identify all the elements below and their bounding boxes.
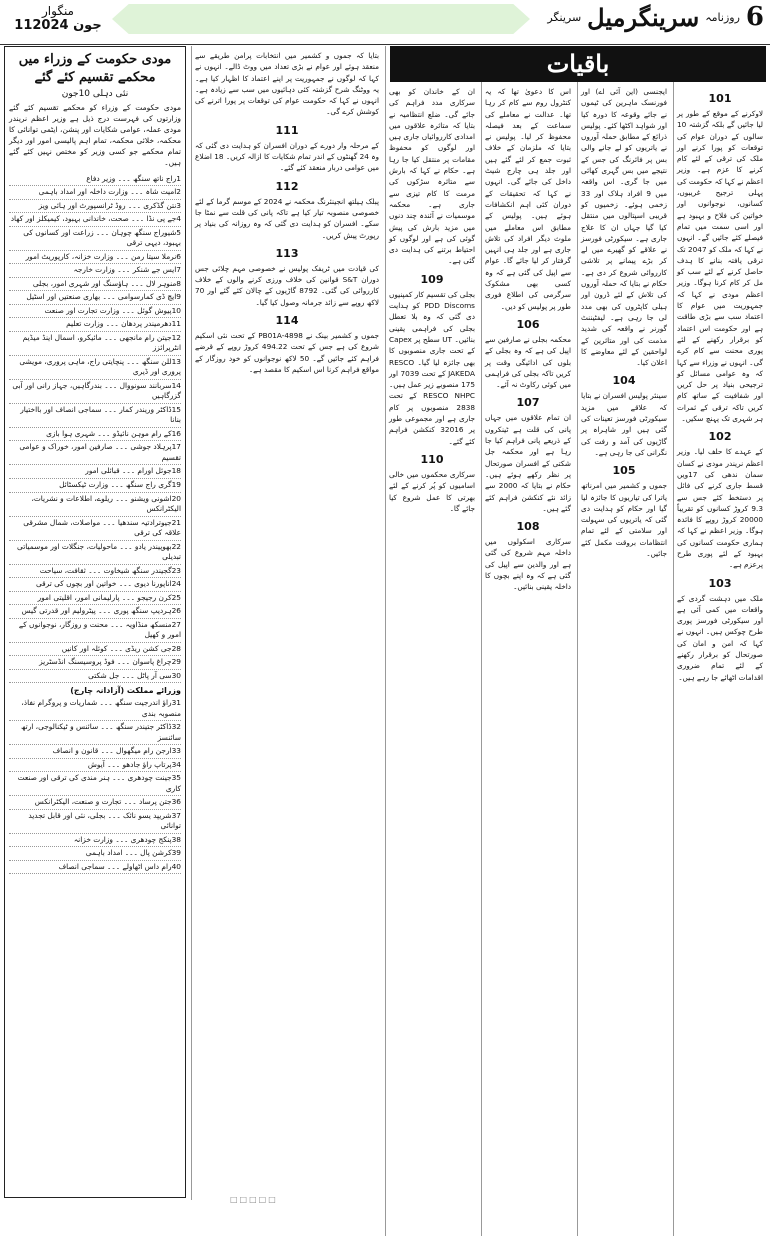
continuation-number: 101 <box>708 92 732 105</box>
portfolio-item: 18جوئل اورام ۔۔۔ قبائلی امور <box>9 465 181 479</box>
portfolio-item: 19گری راج سنگھ ۔۔۔ وزارت ٹیکسٹائل <box>9 479 181 493</box>
continuation-text: اس کا دعویٰ تھا کہ یہ کنٹرول روم سے کام کر رہا تھا۔ عدالت نے معاملے کی سماعت کے بعد فیصلہ محفوظ کر لیا۔ پولیس نے بتایا کہ ملزمان کے خلاف ثبوت جمع کر لئے گئے ہیں اور جلد ہی چارج شیٹ داخل کی جائے گی۔ انہوں نے کہا کہ تحقیقات کے دوران کئی اہم انکشافات ہوئے ہیں۔ پولیس کے مطابق اس معاملے میں ملوث دیگر افراد کی تلاش جاری ہے اور جلد ہی انہیں گرفتار کر لیا جائے گا۔ عوام سے اپیل کی گئی ہے کہ وہ کسی بھی مشکوک سرگرمی کی اطلاع فوری طور پر پولیس کو دیں۔ <box>485 87 571 311</box>
column-2 <box>577 46 670 1236</box>
portfolio-item: 40رام داس اٹھاولے ۔۔۔ سماجی انصاف <box>9 861 181 875</box>
continuation-text: پبلک ہیلتھ انجینئرنگ محکمہ نے 2024 کے موسم گرما کے لئے خصوصی منصوبہ تیار کیا ہے تاکہ پانی کی قلت سے نمٹا جا سکے۔ افسران کو ہدایت دی گئی کہ وہ روزانہ کی بنیاد پر رپورٹ پیش کریں۔ <box>195 196 379 240</box>
portfolio-item: 7ایس جے شنکر ۔۔۔ وزارت خارجہ <box>9 264 181 278</box>
continuation-number: 114 <box>275 314 299 328</box>
column-4 <box>385 46 478 1236</box>
portfolio-item: 37شریپد یسو نائک ۔۔۔ بجلی، نئی اور قابل تجدید توانائی <box>9 810 181 834</box>
portfolio-item: 11دھرمیندر پردھان ۔۔۔ وزارت تعلیم <box>9 318 181 332</box>
continuation-number: 108 <box>516 520 540 534</box>
portfolio-dateline: نئی دہلی 10جون <box>61 89 129 100</box>
portfolio-sublist <box>5 697 185 874</box>
continuation-number: 112 <box>275 179 299 193</box>
continuation-text: ان تمام علاقوں میں جہاں پانی کی قلت ہے ٹینکروں کے ذریعے پانی فراہم کیا جا رہا ہے اور محکمہ جل شکتی کے افسران صورتحال پر نظر رکھے ہوئے ہیں۔ حکام نے بتایا کہ 2000 سے زائد نئے کنکشن فراہم کئے گئے ہیں۔ <box>485 413 572 513</box>
portfolio-item: 15ڈاکٹر وریندر کمار ۔۔۔ سماجی انصاف اور بااختیار بنانا <box>9 404 181 428</box>
portfolio-item: 28جی کشن ریڈی ۔۔۔ کوئلہ اور کانیں <box>9 643 181 657</box>
issue-date-block <box>8 4 108 33</box>
continuation-number: 105 <box>612 464 636 478</box>
portfolio-subheading: وزرائے مملکت (آزادانہ چارج) <box>70 686 181 696</box>
continuation-text: ایجنسی (این آئی اے) اور فورنسک ماہرین کی ٹیموں نے جائے وقوعہ کا دورہ کیا اور شواہد اکٹھا کئے۔ پولیس ذرائع کے مطابق حملہ آوروں نے یاتریوں کو لے جانے والی بس پر فائرنگ کی جس کے نتیجے میں بس گہری کھائی میں جا گری۔ اس واقعہ میں 9 افراد ہلاک اور 33 زخمی ہوئے۔ زخمیوں کو قریبی اسپتالوں میں منتقل کیا گیا جہاں ان کا علاج جاری ہے۔ سیکورٹی فورسز نے علاقے کو گھیرے میں لے کر بڑے پیمانے پر تلاشی کارروائی شروع کر دی ہے۔ حکام نے بتایا کہ حملہ آوروں کی تلاش کے لئے ڈرون اور ہیلی کاپٹروں کی بھی مدد لی جا رہی ہے۔ لیفٹیننٹ گورنر نے واقعہ کی شدید مذمت کی اور متاثرین کے لواحقین کے لئے معاوضے کا اعلان کیا۔ <box>581 87 667 368</box>
portfolio-item: 34پرتاپ راؤ جادھو ۔۔۔ آیوش <box>9 759 181 773</box>
continuation-text: جموں و کشمیر میں امرناتھ یاترا کی تیاریوں کا جائزہ لیا گیا اور حکام کو ہدایت دی گئی کہ یاتریوں کی سہولت اور سلامتی کے لئے تمام انتظامات بروقت مکمل کئے جائیں۔ <box>581 481 667 558</box>
continuation-number: 102 <box>708 430 732 444</box>
paper-label: روزنامہ <box>705 10 740 24</box>
paper-city: سرینگر <box>547 10 582 24</box>
portfolio-item: 22بھوپیندر یادو ۔۔۔ ماحولیات، جنگلات اور موسمیاتی تبدیلی <box>9 541 181 565</box>
portfolio-item: 39کرشن پال ۔۔۔ امداد باہمی <box>9 847 181 861</box>
continuation-number: 113 <box>275 246 299 260</box>
portfolio-list <box>5 173 185 684</box>
continuation-text: سینئر پولیس افسران نے بتایا کہ علاقے میں مزید سیکورٹی فورسز تعینات کی گئی ہیں اور شاہراہ پر گاڑیوں کی آمد و رفت کی نگرانی کی جا رہی ہے۔ <box>580 391 667 457</box>
continuation-number: 104 <box>612 374 636 388</box>
continuation-text: بجلی کی تقسیم کار کمپنیوں PDD Discoms کو ہدایت دی گئی کہ وہ بلا تعطل بجلی کی فراہمی یقینی بنائیں۔ UT سطح پر Capex کے تحت جاری منصوبوں کا بھی جائزہ لیا گیا۔ RESCO JAKEDA کے تحت 7039 اور 175 منصوبے زیر عمل ہیں۔ RESCO NHPC کے تحت 2838 منصوبوں پر کام جاری ہے اور مجموعی طور پر 32016 کنکشن فراہم کئے گئے۔ <box>388 289 475 446</box>
portfolio-item: 1راج ناتھ سنگھ ۔۔۔ وزیر دفاع <box>9 173 181 187</box>
portfolio-item: 3نتن گڈکری ۔۔۔ روڈ ٹرانسپورٹ اور ہائی ویز <box>9 200 181 214</box>
continuation-text: سرکاری اسکولوں میں داخلہ مہم شروع کی گئی ہے اور والدین سے اپیل کی گئی ہے کہ وہ اپنے بچوں کا داخلہ یقینی بنائیں۔ <box>485 537 571 592</box>
section-banner: باقیات <box>390 46 766 82</box>
column-5 <box>191 46 382 1200</box>
portfolio-item: 6نرملا سیتا رمن ۔۔۔ وزارت خزانہ، کارپوریٹ امور <box>9 251 181 265</box>
column-3 <box>481 46 574 1236</box>
portfolio-item: 31راؤ اندرجیت سنگھ ۔۔۔ شماریات و پروگرام نفاذ، منصوبہ بندی <box>9 697 181 721</box>
continuation-number: 109 <box>420 272 444 286</box>
portfolio-item: 36جتن پرساد ۔۔۔ تجارت و صنعت، الیکٹرانکس <box>9 796 181 810</box>
portfolio-item: 13للن سنگھ ۔۔۔ پنچایتی راج، ماہی پروری، مویشی پروری اور ڈیری <box>9 356 181 380</box>
portfolio-item: 32ڈاکٹر جتیندر سنگھ ۔۔۔ سائنس و ٹیکنالوجی، ارتھ سائنسز <box>9 721 181 745</box>
portfolio-item: 21جیوترادتیہ سندھیا ۔۔۔ مواصلات، شمال مشرقی علاقہ کی ترقی <box>9 517 181 541</box>
continuation-text: ملک میں دہشت گردی کے واقعات میں کمی آئی ہے اور سیکورٹی فورسز پوری طرح چوکس ہیں۔ انہوں نے کہا کہ امن و امان کی صورتحال کو برقرار رکھنے کے لئے تمام ضروری اقدامات اٹھائے جا رہے ہیں۔ <box>677 593 763 682</box>
masthead <box>0 0 770 45</box>
footer-mark: □□□□□ <box>230 1195 278 1204</box>
portfolio-item: 8منوہر لال ۔۔۔ ہاؤسنگ اور شہری امور، بجلی <box>9 278 181 292</box>
portfolio-item: 27منسکھ منڈاویہ ۔۔۔ محنت و روزگار، نوجوانوں کے امور و کھیل <box>9 619 181 643</box>
masthead-title <box>547 2 764 32</box>
continuation-text: جموں و کشمیر بینک نے PB01A-4898 کے تحت نئی اسکیم شروع کی ہے جس کے تحت 494.22 کروڑ روپے کے قرضے فراہم کئے جائیں گے۔ 50 لاکھ نوجوانوں کو خود روزگار کے مواقع فراہم کرنا اس اسکیم کا مقصد ہے۔ <box>195 331 380 374</box>
column-1 <box>673 46 766 1236</box>
continuation-text: بتایا کہ جموں و کشمیر میں انتخابات پرامن طریقے سے منعقد ہوئے اور عوام نے بڑی تعداد میں ووٹ ڈالے۔ انہوں نے کہا کہ لوگوں نے جمہوریت پر اپنے اعتماد کا اظہار کیا ہے۔ یہ ووٹنگ شرح گزشتہ کئی دہائیوں میں سب سے زیادہ ہے۔ انہوں نے کہا کہ حکومت عوام کی توقعات پر پورا اترنے کی کوشش کرے گی۔ <box>195 51 379 117</box>
portfolio-item: 14سربانند سونووال ۔۔۔ بندرگاہیں، جہاز رانی اور آبی گزرگاہیں <box>9 380 181 404</box>
portfolio-headline: مودی حکومت کے وزراء میں محکمے تقسیم کئے گئے <box>18 52 172 86</box>
continuation-text: کے عہدے کا حلف لیا۔ وزیر اعظم نریندر مودی نے کسان سمان ندھی کی 17ویں قسط جاری کرنے کی فائل پر دستخط کئے جس سے 9.3 کروڑ کسانوں کو تقریباً 20000 کروڑ روپے کا فائدہ ہوگا۔ وزیر اعظم نے کہا کہ ہماری حکومت کسانوں کی بہبود کے لئے پوری طرح پرعزم ہے۔ <box>677 447 763 570</box>
portfolio-item: 20اشونی ویشنو ۔۔۔ ریلوے، اطلاعات و نشریات، الیکٹرانکس <box>9 493 181 517</box>
portfolio-item: 25کرن رجیجو ۔۔۔ پارلیمانی امور، اقلیتی امور <box>9 592 181 606</box>
portfolio-item: 38پنکج چودھری ۔۔۔ وزارت خزانہ <box>9 834 181 848</box>
continuation-text: کے مرحلہ وار دورے کے دوران افسران کو ہدایت دی گئی کہ وہ 24 گھنٹوں کے اندر تمام شکایات کا ازالہ کریں۔ 18 اضلاع میں عوامی دربار منعقد کئے گئے۔ <box>194 140 379 173</box>
continuation-number: 110 <box>420 452 444 466</box>
continuation-text: لاوکرنے کے موقع کے طور پر لیا جائیں گے بلکہ گزشتہ 10 سالوں کے دوران عوام کی توقعات کو پورا کرنے اور ملک کی ترقی کے لئے کام کرنے کا عزم ہے۔ وزیر اعظم نے کہا کہ حکومت کی پہلی ترجیح غریبوں، کسانوں، نوجوانوں اور خواتین کی فلاح و بہبود ہے اور اسی سمت میں تمام فیصلے کئے جائیں گے۔ انہوں نے کہا کہ ملک کو 2047 تک ترقی یافتہ بنانے کا ہدف حاصل کرنے کے لئے سب کو مل کر کام کرنا ہوگا۔ وزیر اعظم مودی نے کہا کہ جمہوریت میں عوام کا اعتماد سب سے بڑی طاقت ہے اور حکومت اس اعتماد کو برقرار رکھنے کے لئے پوری محنت سے کام کرے گی۔ انہوں نے وزراء سے کہا کہ وہ عوامی مسائل کو ترجیحی بنیاد پر حل کریں اور شفافیت کے ساتھ کام کریں تاکہ ترقی کے ثمرات ہر شہری تک پہنچ سکیں۔ <box>677 109 763 424</box>
issue-day: منگوار <box>41 4 74 18</box>
continuation-text: سرکاری محکموں میں خالی اسامیوں کو پُر کرنے کے لئے بھرتی کا عمل شروع کیا جائے گا۔ <box>389 469 475 513</box>
portfolio-item: 30سی آر پاٹل ۔۔۔ جل شکتی <box>9 670 181 684</box>
portfolio-item: 5شیوراج سنگھ چوہان ۔۔۔ زراعت اور کسانوں کی بہبود، دیہی ترقی <box>9 227 181 251</box>
page-number: 6 <box>745 2 764 32</box>
portfolio-intro: مودی حکومت کے وزراء کو محکمے تقسیم کئے گئے وزارتوں کی فہرست درج ذیل ہے وزیر اعظم نریندر مودی عملہ، عوامی شکایات اور پنشن، ایٹمی توانائی کا محکمہ، خلائی محکمہ، تمام اہم پالیسی امور اور دیگر تمام محکمے جو کسی وزیر کو مختص نہیں کئے گئے ہیں۔ <box>9 103 181 167</box>
paper-name: سرینگرمیل <box>587 2 700 32</box>
continuation-text: ان کے خاندان کو بھی سرکاری مدد فراہم کی جائے گی۔ ضلع انتظامیہ نے بتایا کہ متاثرہ علاقوں میں امدادی کارروائیاں جاری ہیں اور لوگوں کو محفوظ مقامات پر منتقل کیا جا رہا ہے۔ حکام نے کہا کہ بارش سے متاثرہ سڑکوں کی مرمت کا کام تیزی سے جاری ہے۔ محکمہ موسمیات نے آئندہ چند دنوں میں مزید بارش کی پیش گوئی کی ہے اور لوگوں کو احتیاط برتنے کی ہدایت دی گئی ہے۔ <box>389 87 475 266</box>
portfolio-item: 12جیتن رام مانجھی ۔۔۔ مائیکرو، اسمال اینڈ میڈیم انٹرپرائزز <box>9 332 181 356</box>
continuation-number: 111 <box>275 123 299 137</box>
continuation-number: 103 <box>708 576 732 590</box>
portfolio-item: 17پرہلاد جوشی ۔۔۔ صارفین امور، خوراک و عوامی تقسیم <box>9 441 181 465</box>
portfolio-item: 35جینت چودھری ۔۔۔ ہنر مندی کی ترقی اور صنعت کاری <box>9 772 181 796</box>
portfolio-item: 29چراغ پاسوان ۔۔۔ فوڈ پروسیسنگ انڈسٹریز <box>9 656 181 670</box>
masthead-band <box>112 4 530 34</box>
portfolio-item: 10پیوش گوئل ۔۔۔ وزارت تجارت اور صنعت <box>9 305 181 319</box>
portfolio-item: 23گجیندر سنگھ شیخاوت ۔۔۔ ثقافت، سیاحت <box>9 565 181 579</box>
portfolio-item: 33ارجن رام میگھوال ۔۔۔ قانون و انصاف <box>9 745 181 759</box>
portfolio-item: 16کے رام موہن نائیڈو ۔۔۔ شہری ہوا بازی <box>9 428 181 442</box>
portfolio-item: 4جے پی نڈا ۔۔۔ صحت، خاندانی بہبود، کیمیکلز اور کھاد <box>9 213 181 227</box>
continuation-number: 106 <box>516 317 540 331</box>
continuations-area <box>190 46 766 1196</box>
portfolio-item: 26ہردیپ سنگھ پوری ۔۔۔ پیٹرولیم اور قدرتی گیس <box>9 605 181 619</box>
portfolio-item: 9ایچ ڈی کمارسوامی ۔۔۔ بھاری صنعتیں اور اسٹیل <box>9 291 181 305</box>
continuation-number: 107 <box>516 396 540 410</box>
continuation-text: کی قیادت میں ٹریفک پولیس نے خصوصی مہم چلائی جس دوران S&T قوانین کی خلاف ورزی کرنے والوں کے خلاف کارروائی کی گئی۔ 8792 گاڑیوں کے چالان کئے گئے اور 70 لاکھ روپے سے زائد جرمانہ وصول کیا گیا۔ <box>195 263 379 307</box>
issue-date: 11جون 2024 <box>14 18 102 33</box>
continuation-text: محکمہ بجلی نے صارفین سے اپیل کی ہے کہ وہ بجلی کے بلوں کی ادائیگی وقت پر کریں تاکہ بجلی کی فراہمی میں کوئی رکاوٹ نہ آئے۔ <box>485 334 571 390</box>
portfolio-item: 2امیت شاہ ۔۔۔ وزارت داخلہ اور امداد باہمی <box>9 186 181 200</box>
ministers-portfolio-box <box>4 46 186 1198</box>
portfolio-item: 24اناپورنا دیوی ۔۔۔ خواتین اور بچوں کی ترقی <box>9 578 181 592</box>
